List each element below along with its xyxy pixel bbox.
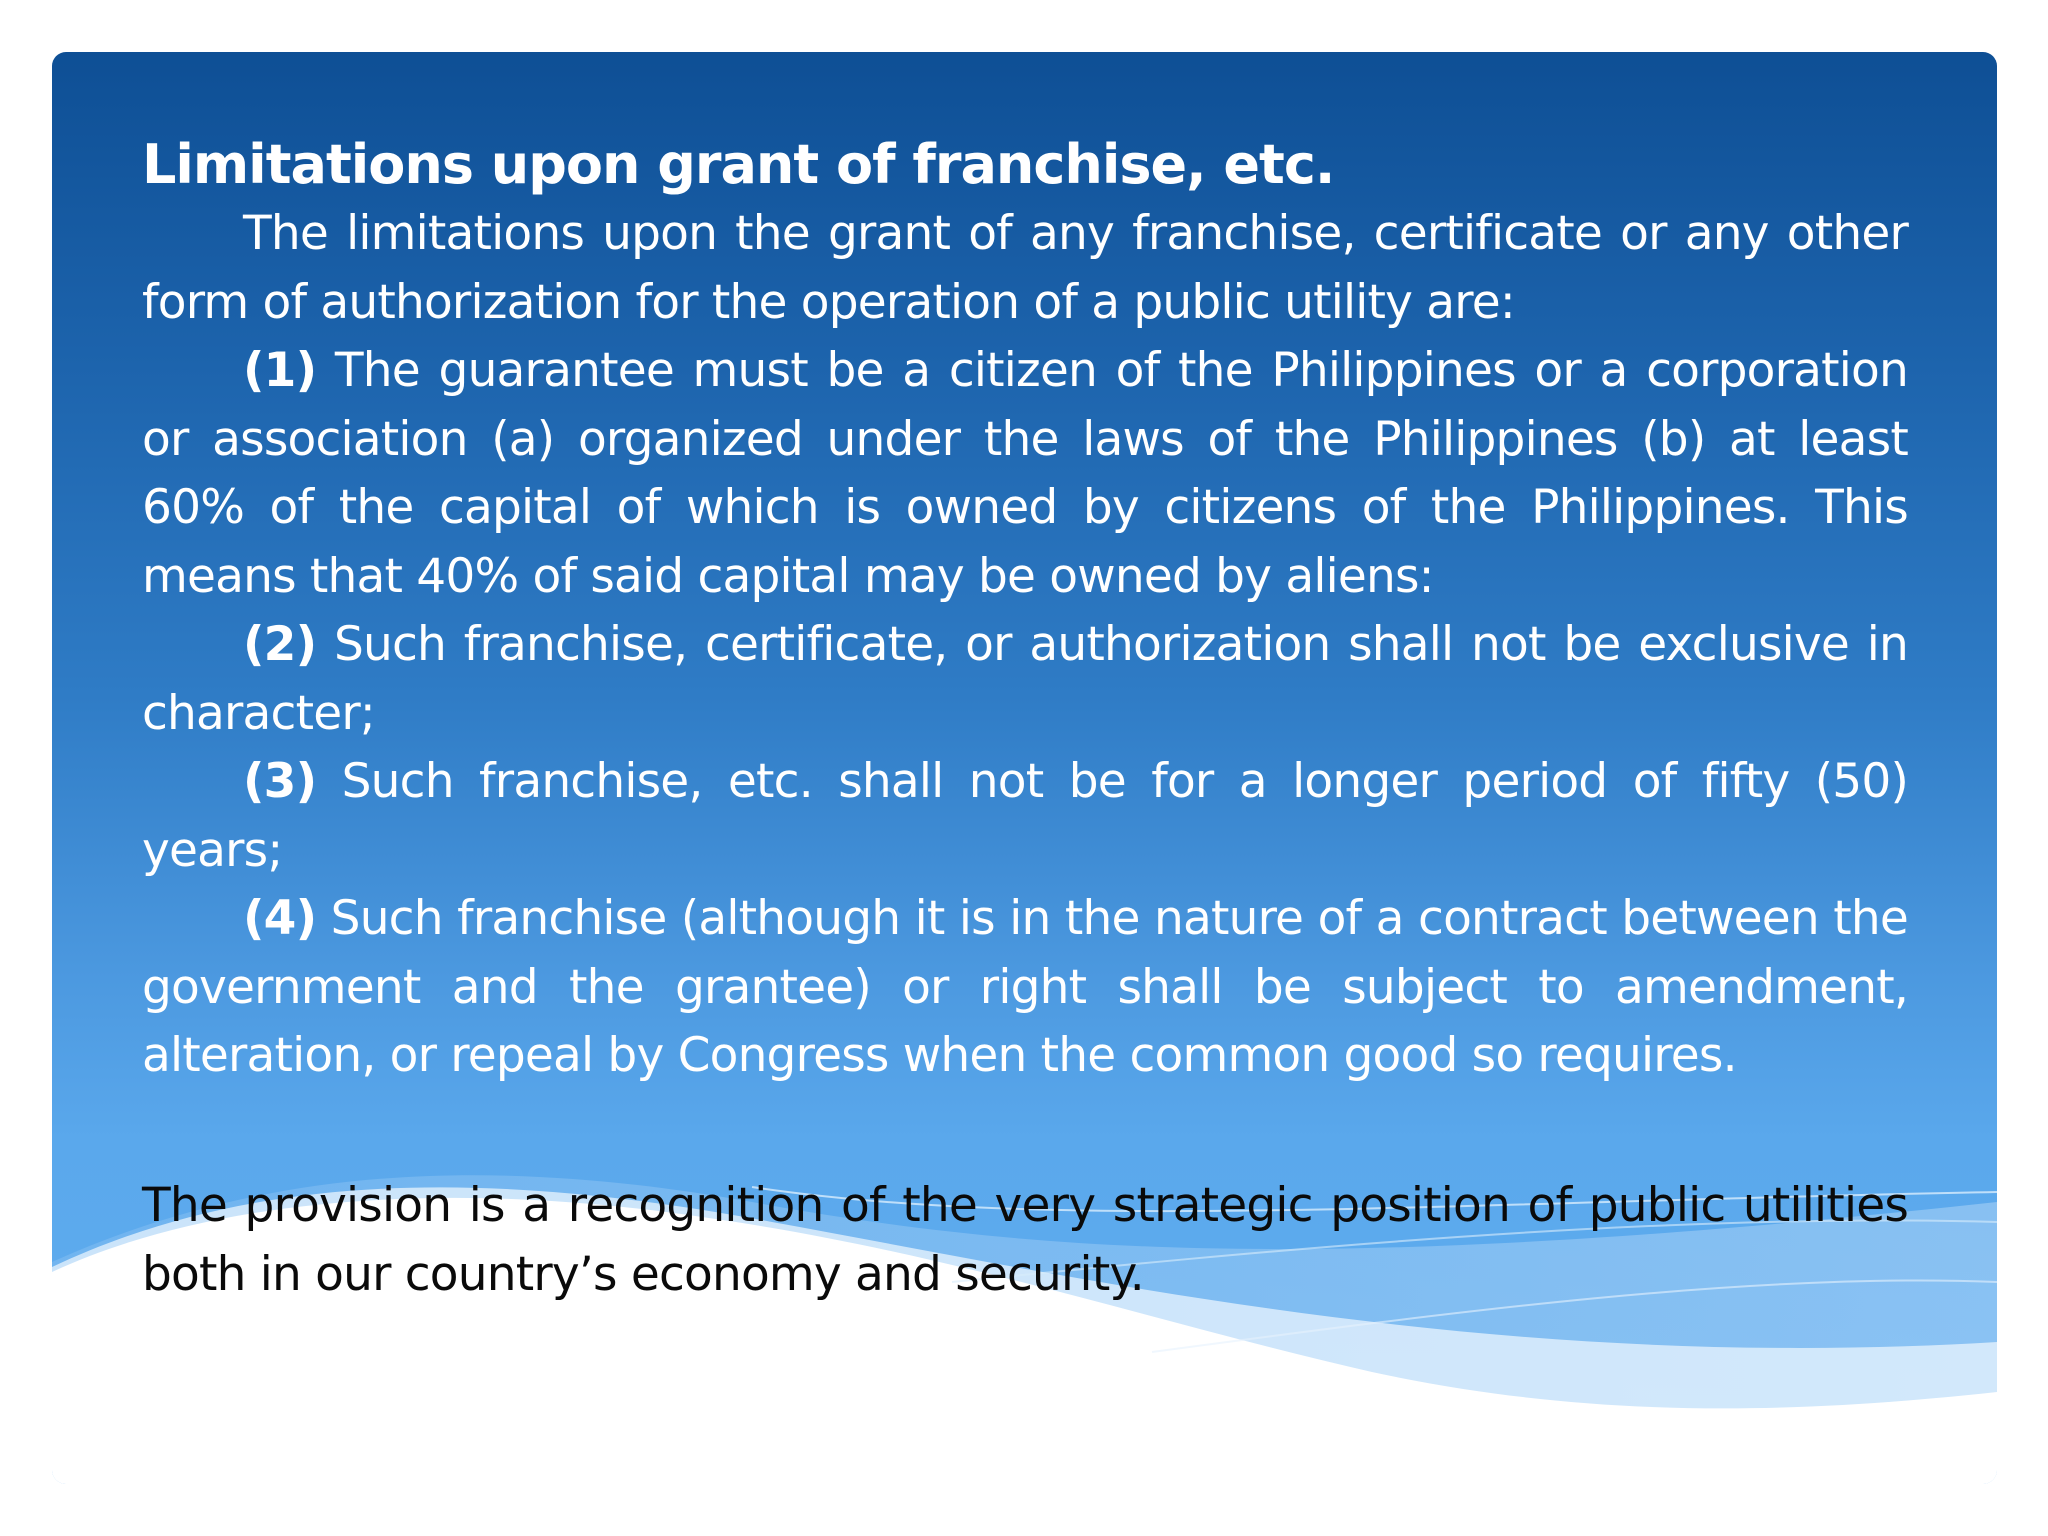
list-item <box>142 885 1908 1091</box>
item-number: (2) <box>243 617 317 672</box>
item-number: (1) <box>243 343 317 398</box>
intro-paragraph: The limitations upon the grant of any franchise, certificate or any other form of authorization for the operation of a public utility are: <box>142 206 1908 330</box>
item-text: Such franchise (although it is in the nature of a contract between the government and the grantee) or right shall be subject to amendment, alteration, or repeal by Congress when the common good so requires. <box>142 891 1908 1083</box>
item-text: Such franchise, etc. shall not be for a longer period of fifty (50) years; <box>142 754 1908 878</box>
item-text: Such franchise, certificate, or authorization shall not be exclusive in character; <box>142 617 1908 741</box>
list-item <box>142 611 1908 748</box>
list-item <box>142 748 1908 885</box>
item-number: (3) <box>243 754 317 809</box>
list-item <box>142 337 1908 611</box>
item-number: (4) <box>243 891 317 946</box>
slide-title: Limitations upon grant of franchise, etc. <box>142 133 1335 196</box>
conclusion-paragraph: The provision is a recognition of the very strategic position of public utilities both in our country’s economy and security. <box>142 1178 1908 1302</box>
item-text: The guarantee must be a citizen of the Philippines or a corporation or association (a) organized under the laws of the Philippines (b) at least 60% of the capital of which is owned by citizens of the Philippines. This means that 40% of said capital may be owned by aliens: <box>142 343 1908 604</box>
slide-content <box>142 130 1908 1091</box>
